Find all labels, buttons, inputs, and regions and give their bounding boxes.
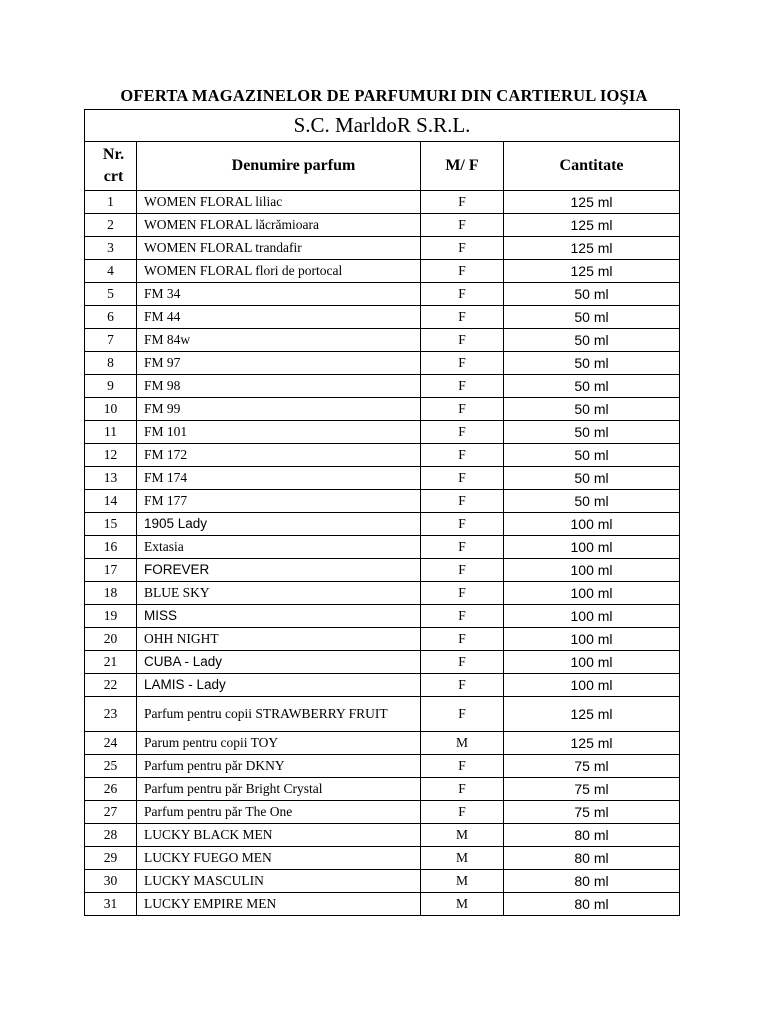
row-quantity: 80 ml [504,870,680,893]
header-nr-line2: crt [103,168,124,185]
row-perfume-name: FM 174 [137,467,421,490]
row-perfume-name: FM 34 [137,283,421,306]
table-row [85,824,680,847]
table-row [85,559,680,582]
company-name: S.C. MarldoR S.R.L. [85,110,680,142]
row-quantity: 100 ml [504,536,680,559]
row-quantity: 50 ml [504,490,680,513]
row-gender: M [421,870,504,893]
table-row [85,444,680,467]
row-nr: 13 [85,467,137,490]
row-nr: 5 [85,283,137,306]
row-nr: 16 [85,536,137,559]
row-nr: 3 [85,237,137,260]
header-name: Denumire parfum [137,142,421,191]
row-perfume-name: FM 99 [137,398,421,421]
row-perfume-name: Parfum pentru păr The One [137,801,421,824]
row-nr: 4 [85,260,137,283]
row-gender: F [421,191,504,214]
row-gender: F [421,467,504,490]
row-perfume-name: LUCKY BLACK MEN [137,824,421,847]
header-mf: M/ F [421,142,504,191]
row-perfume-name: CUBA - Lady [137,651,421,674]
table-row [85,352,680,375]
row-gender: F [421,801,504,824]
row-gender: M [421,824,504,847]
table-row [85,847,680,870]
row-perfume-name: FM 97 [137,352,421,375]
table-row [85,467,680,490]
row-gender: F [421,283,504,306]
row-quantity: 125 ml [504,732,680,755]
row-gender: F [421,352,504,375]
header-nr-line1: Nr. [102,146,125,163]
row-gender: F [421,329,504,352]
table-row [85,674,680,697]
row-quantity: 80 ml [504,847,680,870]
row-perfume-name: BLUE SKY [137,582,421,605]
row-perfume-name: FOREVER [137,559,421,582]
row-quantity: 100 ml [504,651,680,674]
row-perfume-name: OHH NIGHT [137,628,421,651]
row-gender: F [421,237,504,260]
row-quantity: 125 ml [504,214,680,237]
row-quantity: 50 ml [504,444,680,467]
row-perfume-name: FM 84w [137,329,421,352]
row-perfume-name: 1905 Lady [137,513,421,536]
table-row [85,536,680,559]
row-nr: 6 [85,306,137,329]
row-quantity: 75 ml [504,755,680,778]
row-nr: 15 [85,513,137,536]
row-perfume-name: Parfum pentru păr DKNY [137,755,421,778]
row-perfume-name: Parfum pentru copii STRAWBERRY FRUIT [137,697,421,732]
row-gender: F [421,605,504,628]
row-nr: 17 [85,559,137,582]
row-nr: 27 [85,801,137,824]
row-perfume-name: WOMEN FLORAL flori de portocal [137,260,421,283]
row-perfume-name: Extasia [137,536,421,559]
row-nr: 2 [85,214,137,237]
row-quantity: 100 ml [504,582,680,605]
table-row [85,214,680,237]
row-nr: 31 [85,893,137,916]
row-quantity: 50 ml [504,375,680,398]
table-row [85,329,680,352]
row-nr: 10 [85,398,137,421]
table-row [85,697,680,732]
row-quantity: 80 ml [504,893,680,916]
row-nr: 8 [85,352,137,375]
row-quantity: 125 ml [504,697,680,732]
row-perfume-name: LUCKY FUEGO MEN [137,847,421,870]
table-row [85,398,680,421]
row-quantity: 50 ml [504,421,680,444]
table-row [85,490,680,513]
row-nr: 24 [85,732,137,755]
row-quantity: 75 ml [504,801,680,824]
row-nr: 9 [85,375,137,398]
row-nr: 23 [85,697,137,732]
row-perfume-name: LUCKY EMPIRE MEN [137,893,421,916]
table-row [85,260,680,283]
row-gender: M [421,732,504,755]
row-gender: F [421,536,504,559]
row-nr: 30 [85,870,137,893]
row-nr: 28 [85,824,137,847]
row-nr: 12 [85,444,137,467]
row-nr: 21 [85,651,137,674]
row-gender: F [421,421,504,444]
row-nr: 14 [85,490,137,513]
row-gender: F [421,513,504,536]
row-quantity: 50 ml [504,306,680,329]
row-nr: 1 [85,191,137,214]
row-quantity: 80 ml [504,824,680,847]
row-perfume-name: FM 177 [137,490,421,513]
row-perfume-name: WOMEN FLORAL lăcrămioara [137,214,421,237]
row-perfume-name: FM 98 [137,375,421,398]
row-gender: F [421,651,504,674]
document-title: OFERTA MAGAZINELOR DE PARFUMURI DIN CARTIERUL IOŞIA [120,86,648,105]
row-nr: 26 [85,778,137,801]
row-perfume-name: WOMEN FLORAL liliac [137,191,421,214]
row-nr: 18 [85,582,137,605]
row-gender: F [421,444,504,467]
row-gender: F [421,755,504,778]
row-gender: F [421,559,504,582]
row-gender: F [421,674,504,697]
row-gender: M [421,847,504,870]
table-row [85,306,680,329]
row-perfume-name: LAMIS - Lady [137,674,421,697]
table-row [85,801,680,824]
row-gender: F [421,306,504,329]
row-quantity: 125 ml [504,237,680,260]
row-quantity: 100 ml [504,559,680,582]
row-perfume-name: WOMEN FLORAL trandafir [137,237,421,260]
row-nr: 20 [85,628,137,651]
table-row [85,375,680,398]
table-body [85,191,680,916]
row-gender: F [421,490,504,513]
table-row [85,778,680,801]
table-row [85,628,680,651]
row-perfume-name: Parum pentru copii TOY [137,732,421,755]
row-perfume-name: LUCKY MASCULIN [137,870,421,893]
row-gender: F [421,582,504,605]
table-row [85,237,680,260]
row-quantity: 125 ml [504,191,680,214]
row-quantity: 50 ml [504,352,680,375]
row-perfume-name: FM 101 [137,421,421,444]
table-row [85,421,680,444]
table-row [85,870,680,893]
row-quantity: 50 ml [504,329,680,352]
row-perfume-name: FM 44 [137,306,421,329]
row-quantity: 100 ml [504,605,680,628]
row-quantity: 125 ml [504,260,680,283]
table-row [85,191,680,214]
row-quantity: 100 ml [504,674,680,697]
header-qty: Cantitate [504,142,680,191]
row-quantity: 75 ml [504,778,680,801]
row-quantity: 50 ml [504,398,680,421]
row-nr: 19 [85,605,137,628]
row-quantity: 50 ml [504,467,680,490]
row-nr: 25 [85,755,137,778]
row-quantity: 100 ml [504,513,680,536]
table-row [85,893,680,916]
row-gender: M [421,893,504,916]
table-row [85,513,680,536]
table-row [85,605,680,628]
row-gender: F [421,214,504,237]
row-perfume-name: MISS [137,605,421,628]
table-row [85,283,680,306]
perfume-offer-table [84,109,680,916]
row-gender: F [421,628,504,651]
table-row [85,755,680,778]
row-perfume-name: Parfum pentru păr Bright Crystal [137,778,421,801]
row-nr: 22 [85,674,137,697]
table-row [85,582,680,605]
header-nr-crt [85,142,137,191]
table-row [85,651,680,674]
row-quantity: 100 ml [504,628,680,651]
row-gender: F [421,697,504,732]
row-nr: 29 [85,847,137,870]
row-nr: 7 [85,329,137,352]
row-nr: 11 [85,421,137,444]
row-quantity: 50 ml [504,283,680,306]
row-gender: F [421,260,504,283]
table-row [85,732,680,755]
row-gender: F [421,375,504,398]
row-gender: F [421,398,504,421]
row-perfume-name: FM 172 [137,444,421,467]
row-gender: F [421,778,504,801]
